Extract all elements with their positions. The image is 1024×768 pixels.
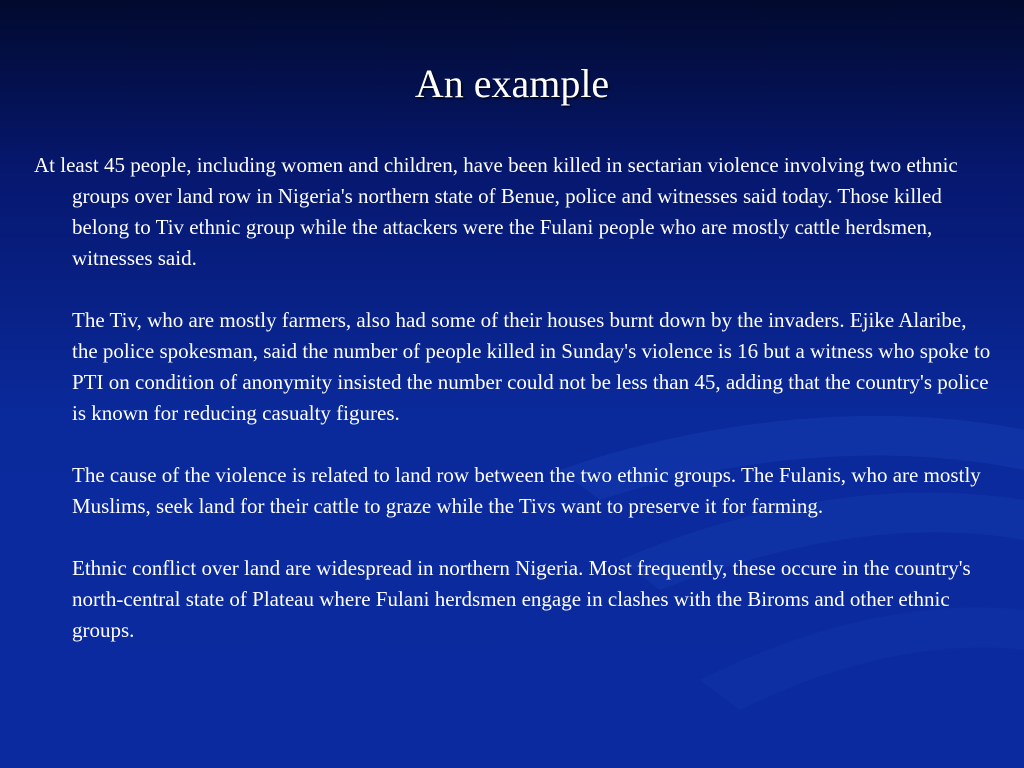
slide-title: An example (414, 61, 610, 106)
body-paragraph: The cause of the violence is related to land row between the two ethnic groups. The Fulanis, who are mostly Muslims, seek land for their cattle to graze while the Tivs want to preserve it for farming. (72, 463, 981, 518)
bullet-paragraph: At least 45 people, including women and children, have been killed in sectarian violence involving two ethnic groups over land row in Nigeria's northern state of Benue, police and witnesses said today. Those killed belong to Tiv ethnic group while the attackers were the Fulani people who are mostly cattle herdsmen, witnesses said. (34, 153, 958, 270)
body-paragraph: The Tiv, who are mostly farmers, also had some of their houses burnt down by the invaders. Ejike Alaribe, the police spokesman, said the number of people killed in Sunday's violence is 16 but a witness who spoke to PTI on condition of anonymity insisted the number could not be less than 45, adding that the country's police is known for reducing casualty figures. (72, 308, 991, 425)
body-paragraph: Ethnic conflict over land are widespread in northern Nigeria. Most frequently, these occure in the country's north-central state of Plateau where Fulani herdsmen engage in clashes with the Biroms and other ethnic groups. (72, 556, 971, 642)
slide-body (34, 150, 996, 646)
